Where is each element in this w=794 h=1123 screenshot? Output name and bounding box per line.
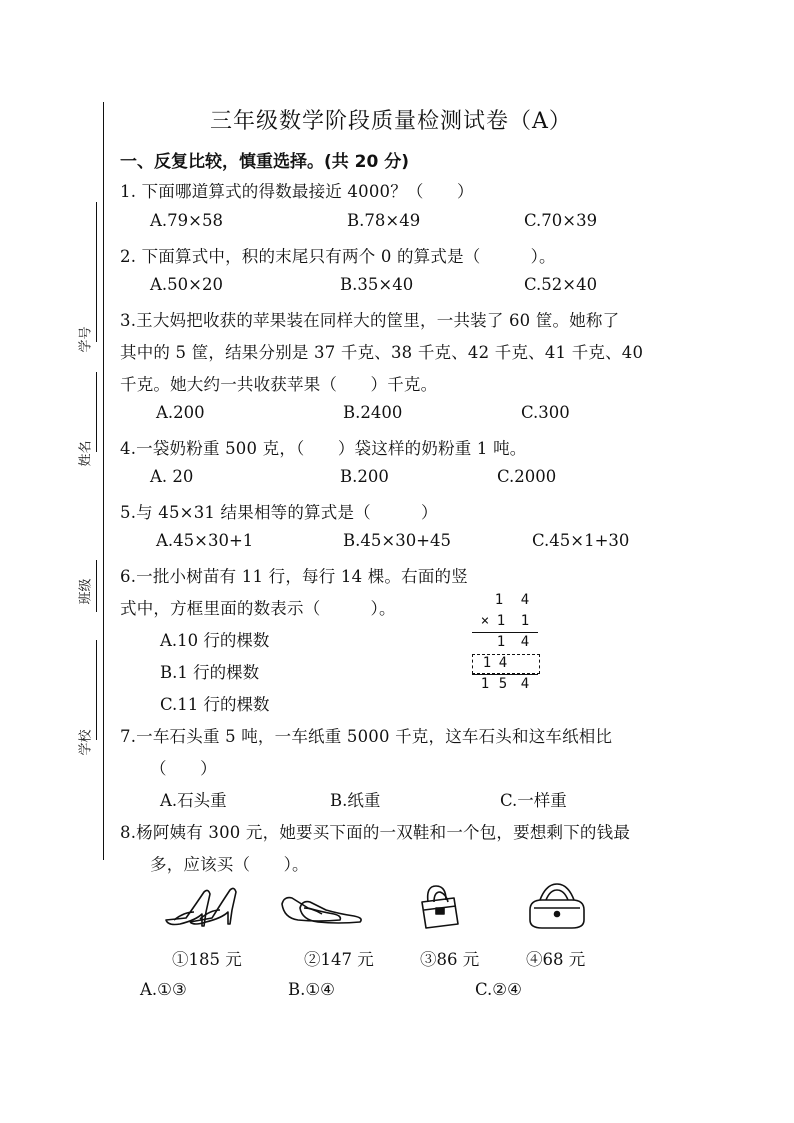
q8-option-b: B.①④ (288, 980, 335, 999)
q6-option-c: C.11 行的棵数 (160, 695, 270, 714)
calc-multiply-sign: × (480, 613, 490, 629)
calc-digit: 4 (520, 676, 530, 692)
q1-option-b: B.78×49 (347, 211, 421, 230)
calc-digit: 4 (498, 655, 508, 671)
question-7-line-1: 7.一车石头重 5 吨，一车纸重 5000 千克，这车石头和这车纸相比 (120, 727, 613, 746)
q2-option-a: A.50×20 (150, 275, 223, 294)
calc-digit: 1 (496, 634, 506, 650)
q7-option-b: B.纸重 (330, 791, 381, 810)
margin-label-student-id: 学号 (78, 326, 94, 353)
q4-option-b: B.200 (340, 467, 389, 486)
q3-option-a: A.200 (156, 403, 205, 422)
q3-option-c: C.300 (521, 403, 570, 422)
question-8-line-1: 8.杨阿姨有 300 元，她要买下面的一双鞋和一个包，要想剩下的钱最 (120, 823, 631, 842)
margin-label-name: 姓名 (78, 440, 94, 467)
section-heading: 一、反复比较，慎重选择。(共 20 分) (120, 152, 410, 172)
q1-option-c: C.70×39 (524, 211, 598, 230)
q6-option-a: A.10 行的棵数 (160, 631, 270, 650)
q8-option-a: A.①③ (140, 980, 187, 999)
question-2: 2. 下面算式中，积的末尾只有两个 0 的算式是（ ）。 (120, 247, 556, 266)
margin-label-class: 班级 (78, 578, 94, 605)
calc-digit: 1 (482, 655, 492, 671)
question-1: 1. 下面哪道算式的得数最接近 4000？（ ） (120, 182, 474, 201)
q4-option-c: C.2000 (497, 467, 557, 486)
q2-option-c: C.52×40 (524, 275, 598, 294)
question-3-line-1: 3.王大妈把收获的苹果装在同样大的筐里，一共装了 60 筐。她称了 (120, 311, 620, 330)
question-5: 5.与 45×31 结果相等的算式是（ ） (120, 503, 438, 522)
item-1-price: ①185 元 (172, 950, 242, 969)
margin-label-school: 学校 (78, 729, 94, 756)
question-7-line-2: （ ） (150, 759, 217, 778)
flat-shoe-icon (278, 888, 366, 928)
q7-option-a: A.石头重 (160, 791, 227, 810)
school-blank (96, 640, 97, 740)
vertical-multiplication (470, 592, 544, 696)
question-3-line-2: 其中的 5 筐，结果分别是 37 千克、38 千克、42 千克、41 千克、40 (120, 343, 644, 362)
shoulder-bag-icon (522, 880, 592, 932)
calc-digit: 1 (480, 676, 490, 692)
calc-digit: 4 (520, 592, 530, 608)
item-3-price: ③86 元 (420, 950, 480, 969)
q5-option-a: A.45×30+1 (156, 531, 254, 550)
q5-option-b: B.45×30+45 (343, 531, 452, 550)
high-heel-shoe-icon (160, 882, 244, 930)
binding-line (103, 102, 104, 860)
q4-option-a: A. 20 (150, 467, 194, 486)
q8-option-c: C.②④ (475, 980, 522, 999)
page-title: 三年级数学阶段质量检测试卷（A） (210, 109, 572, 134)
q3-option-b: B.2400 (343, 403, 403, 422)
question-3-line-3: 千克。她大约一共收获苹果（ ）千克。 (120, 375, 438, 394)
q5-option-c: C.45×1+30 (532, 531, 630, 550)
calc-digit: 1 (496, 613, 506, 629)
q1-option-a: A.79×58 (150, 211, 223, 230)
q7-option-c: C.一样重 (500, 791, 567, 810)
q6-option-b: B.1 行的棵数 (160, 663, 260, 682)
calc-rule (472, 674, 538, 675)
q2-option-b: B.35×40 (340, 275, 414, 294)
calc-digit: 1 (494, 592, 504, 608)
item-4-price: ④68 元 (526, 950, 586, 969)
item-2-price: ②147 元 (304, 950, 374, 969)
calc-digit: 5 (498, 676, 508, 692)
name-blank (96, 372, 97, 452)
question-6-line-1: 6.一批小树苗有 11 行，每行 14 棵。右面的竖 (120, 567, 468, 586)
calc-digit: 1 (520, 613, 530, 629)
handbag-icon (416, 880, 464, 932)
question-8-line-2: 多，应该买（ ）。 (150, 855, 309, 874)
calc-rule (472, 632, 538, 633)
calc-digit: 4 (520, 634, 530, 650)
student-id-blank (96, 202, 97, 342)
question-6-line-2: 式中，方框里面的数表示（ ）。 (120, 599, 396, 618)
class-blank (96, 560, 97, 612)
question-4: 4.一袋奶粉重 500 克，（ ）袋这样的奶粉重 1 吨。 (120, 439, 527, 458)
